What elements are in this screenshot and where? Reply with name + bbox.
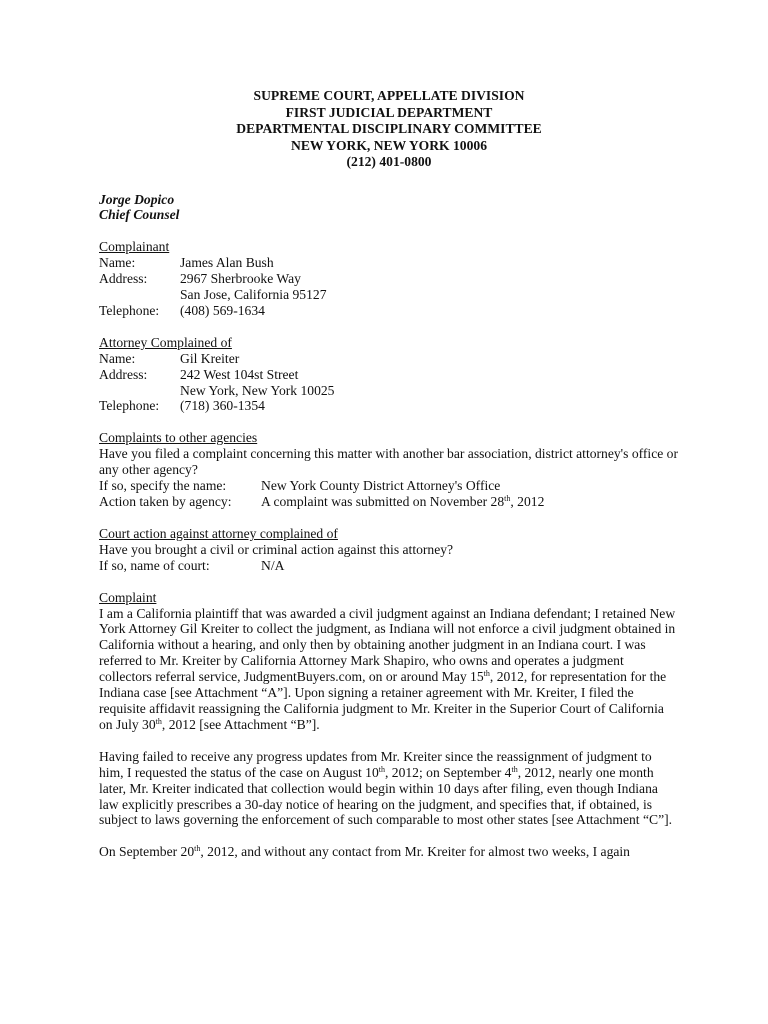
court-action-heading: Court action against attorney complained of	[99, 525, 338, 541]
committee-name: DEPARTMENTAL DISCIPLINARY COMMITTEE	[236, 121, 542, 136]
telephone-label: Telephone:	[99, 398, 160, 414]
counsel-title: Chief Counsel	[99, 207, 180, 223]
complaint-paragraph-3: On September 20th, 2012, and without any contact from Mr. Kreiter for almost two weeks, I again	[99, 844, 630, 860]
agencies-section	[99, 430, 679, 510]
complainant-heading: Complainant	[99, 239, 170, 255]
complainant-name-row	[99, 255, 679, 271]
court-action-question: Have you brought a civil or criminal action against this attorney?	[99, 541, 454, 557]
court-action-section	[99, 526, 679, 574]
department-name: FIRST JUDICIAL DEPARTMENT	[285, 104, 493, 120]
court-name-row	[99, 558, 679, 574]
agency-action: A complaint was submitted on November 28th, 2012	[261, 494, 545, 509]
agencies-heading: Complaints to other agencies	[99, 430, 258, 446]
attorney-heading: Attorney Complained of	[99, 334, 232, 350]
telephone-label: Telephone:	[99, 302, 160, 318]
name-label: Name:	[99, 255, 136, 271]
counsel-name: Jorge Dopico	[99, 191, 175, 207]
phone-line: (212) 401-0800	[346, 154, 432, 169]
attorney-address-line1: 242 West 104st Street	[180, 366, 299, 382]
complainant-name: James Alan Bush	[180, 255, 274, 271]
court-name: SUPREME COURT, APPELLATE DIVISION	[253, 88, 525, 103]
complaint-paragraph-2: Having failed to receive any progress updates from Mr. Kreiter since the reassignment of judgment to him, I requested the status of the case on August 10th, 2012; on September 4th, 2012, nearly one month later, Mr. Kreiter indicated that collection would begin within 10 days after filing, even though Indiana law explicitly prescribes a 30-day notice of hearing on the judgment, and specifies that, if obtained, is subject to laws governing the enforcement of such comparable to most other states [see Attachment “C”].	[99, 748, 673, 828]
attorney-address-row	[99, 367, 679, 383]
complainant-phone: (408) 569-1634	[180, 302, 265, 318]
agency-action-label: Action taken by agency:	[99, 494, 232, 509]
attorney-phone: (718) 360-1354	[180, 398, 265, 414]
address-label: Address:	[99, 366, 148, 382]
complaint-heading: Complaint	[99, 589, 157, 605]
agency-action-row	[99, 494, 679, 510]
document-content	[99, 88, 679, 876]
complainant-address-line1: 2967 Sherbrooke Way	[180, 271, 301, 287]
attorney-address-row-2	[99, 383, 679, 399]
letterhead	[99, 88, 679, 171]
chief-counsel-block	[99, 192, 679, 224]
complainant-address-row-2	[99, 287, 679, 303]
court-name-value: N/A	[261, 557, 285, 573]
agency-name: New York County District Attorney's Office	[261, 478, 501, 494]
attorney-address-line2: New York, New York 10025	[180, 382, 335, 398]
name-label: Name:	[99, 350, 136, 366]
agency-name-label: If so, specify the name:	[99, 478, 227, 494]
agencies-question: Have you filed a complaint concerning this matter with another bar association, district attorney's office or any other agency?	[99, 446, 678, 478]
complaint-paragraph-1: I am a California plaintiff that was awarded a civil judgment against an Indiana defendant; I retained New York Attorney Gil Kreiter to collect the judgment, as Indiana will not enforce a civil judgment obtained in California without a hearing, and only then by obtaining another judgment in an Indiana court. I was referred to Mr. Kreiter by California Attorney Mark Shapiro, who owns and operates a judgment collectors referral service, JudgmentBuyers.com, on or around May 15th, 2012, for representation for the Indiana case [see Attachment “A”]. Upon signing a retainer agreement with Mr. Kreiter, I filed the requisite affidavit reassigning the California judgment to Mr. Kreiter in the Superior Court of California on July 30th, 2012 [see Attachment “B”].	[99, 605, 676, 732]
attorney-section	[99, 335, 679, 415]
complaint-section	[99, 590, 679, 861]
attorney-name: Gil Kreiter	[180, 350, 240, 366]
complainant-phone-row	[99, 303, 679, 319]
agency-name-row	[99, 478, 679, 494]
attorney-phone-row	[99, 398, 679, 414]
city-line: NEW YORK, NEW YORK 10006	[291, 137, 487, 153]
court-name-label: If so, name of court:	[99, 557, 210, 573]
address-label: Address:	[99, 271, 148, 287]
attorney-name-row	[99, 351, 679, 367]
complainant-address-row	[99, 271, 679, 287]
complainant-address-line2: San Jose, California 95127	[180, 287, 327, 303]
complainant-section	[99, 239, 679, 319]
